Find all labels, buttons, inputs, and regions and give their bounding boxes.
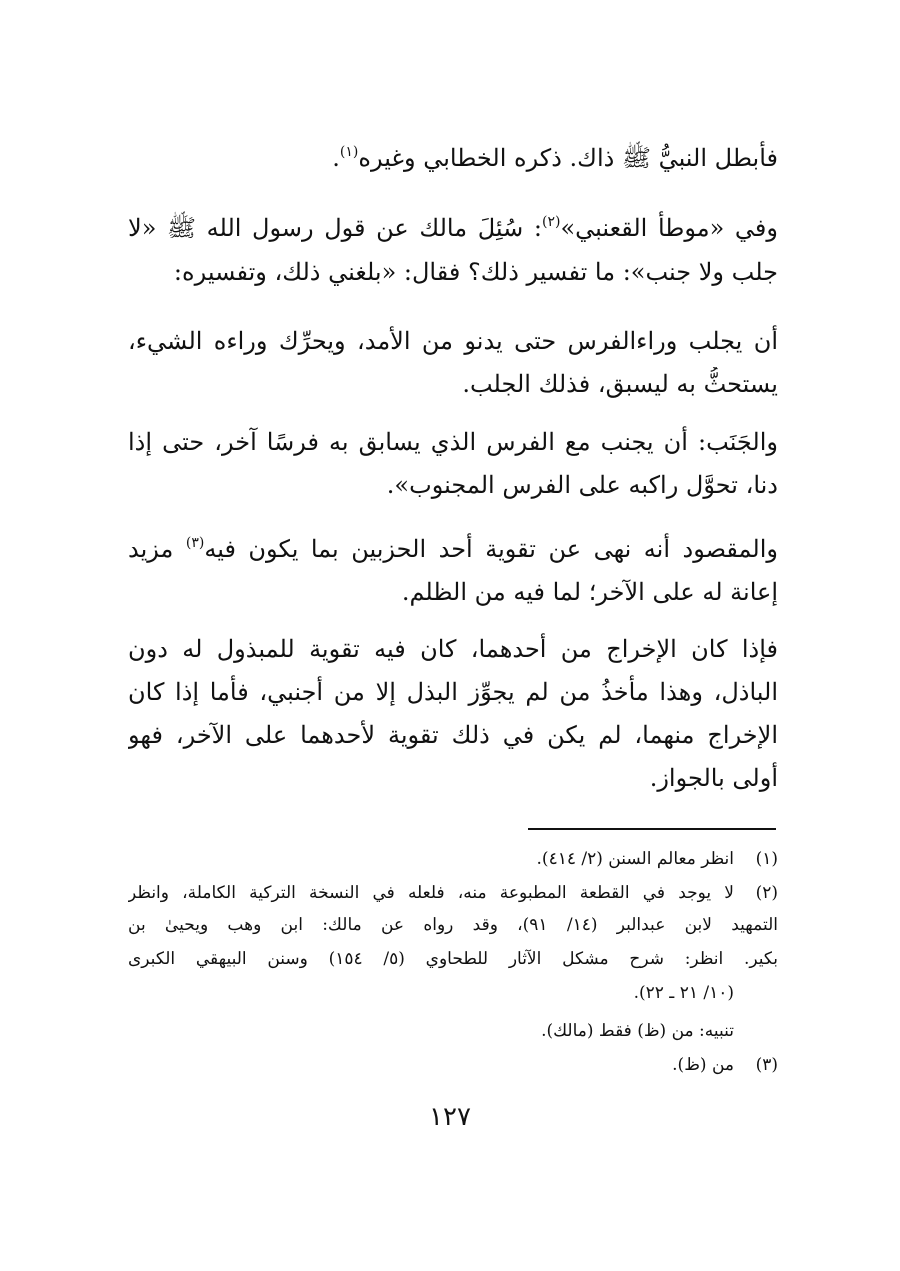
paragraph-2-text-a: وفي «موطأ القعنبي»	[560, 214, 778, 242]
page-number: ١٢٧	[429, 1102, 471, 1132]
footnote-ref-2[interactable]: (٢)	[541, 214, 561, 230]
paragraph-3-line-2: يستحثُّ به ليسبق، فذلك الجلب.	[462, 370, 778, 398]
paragraph-6-line-3: الإخراج منهما، لم يكن في ذلك تقوية لأحدهما على الآخر، فهو	[128, 721, 778, 749]
paragraph-4-line-1: والجَنَب: أن يجنب مع الفرس الذي يسابق به فرسًا آخر، حتى إذا	[128, 428, 778, 456]
paragraph-5-text-a: والمقصود أنه نهى عن تقوية أحد الحزبين بما يكون فيه	[204, 535, 778, 563]
footnote-separator	[528, 828, 776, 830]
paragraph-6-line-4: أولى بالجواز.	[649, 764, 778, 792]
paragraph-2-line-1	[128, 211, 778, 247]
footnote-2-note: تنبيه: من (ظ) فقط (مالك).	[541, 1021, 734, 1041]
paragraph-2-text-b: : سُئِلَ مالك عن قول رسول الله ﷺ «لا	[128, 214, 542, 242]
paragraph-5-line-2: إعانة له على الآخر؛ لما فيه من الظلم.	[401, 578, 778, 606]
paragraph-5-line-1	[128, 532, 778, 568]
footnote-ref-1[interactable]: (١)	[339, 144, 359, 160]
footnote-2-number: (٢)	[755, 883, 778, 903]
footnote-2-line-4: (١٠/ ٢١ ـ ٢٢).	[633, 983, 734, 1003]
paragraph-6-line-1: فإذا كان الإخراج من أحدهما، كان فيه تقوية للمبذول له دون	[128, 635, 778, 663]
footnote-2-line-2: التمهيد لابن عبدالبر (١٤/ ٩١)، وقد رواه عن مالك: ابن وهب ويحيىٰ بن	[128, 915, 778, 935]
footnote-3-text: من (ظ).	[672, 1055, 734, 1075]
paragraph-2-line-2: جلب ولا جنب»: ما تفسير ذلك؟ فقال: «بلغني ذلك، وتفسيره:	[173, 258, 778, 286]
footnote-2-line-3: بكير. انظر: شرح مشكل الآثار للطحاوي (٥/ ١٥٤) وسنن البيهقي الكبرى	[128, 949, 778, 969]
paragraph-1-text: فأبطل النبيُّ ﷺ ذاك. ذكره الخطابي وغيره	[358, 144, 778, 172]
paragraph-3-line-1: أن يجلب وراءالفرس حتى يدنو من الأمد، ويحرِّك وراءه الشيء،	[128, 327, 778, 355]
paragraph-6-line-2: الباذل، وهذا مأخذُ من لم يجوِّز البذل إلا من أجنبي، فأما إذا كان	[128, 678, 778, 706]
paragraph-5-text-b: مزيد	[128, 535, 186, 563]
paragraph-4-line-2: دنا، تحوَّل راكبه على الفرس المجنوب».	[386, 471, 778, 499]
footnote-1-number: (١)	[755, 849, 778, 869]
footnote-3-number: (٣)	[755, 1055, 778, 1075]
footnote-ref-3[interactable]: (٣)	[185, 535, 205, 551]
footnote-1-text: انظر معالم السنن (٢/ ٤١٤).	[536, 849, 734, 869]
paragraph-1-line-1	[128, 141, 778, 177]
paragraph-1-end: .	[332, 144, 340, 172]
footnote-2-line-1: لا يوجد في القطعة المطبوعة منه، فلعله في النسخة التركية الكاملة، وانظر	[128, 883, 734, 903]
